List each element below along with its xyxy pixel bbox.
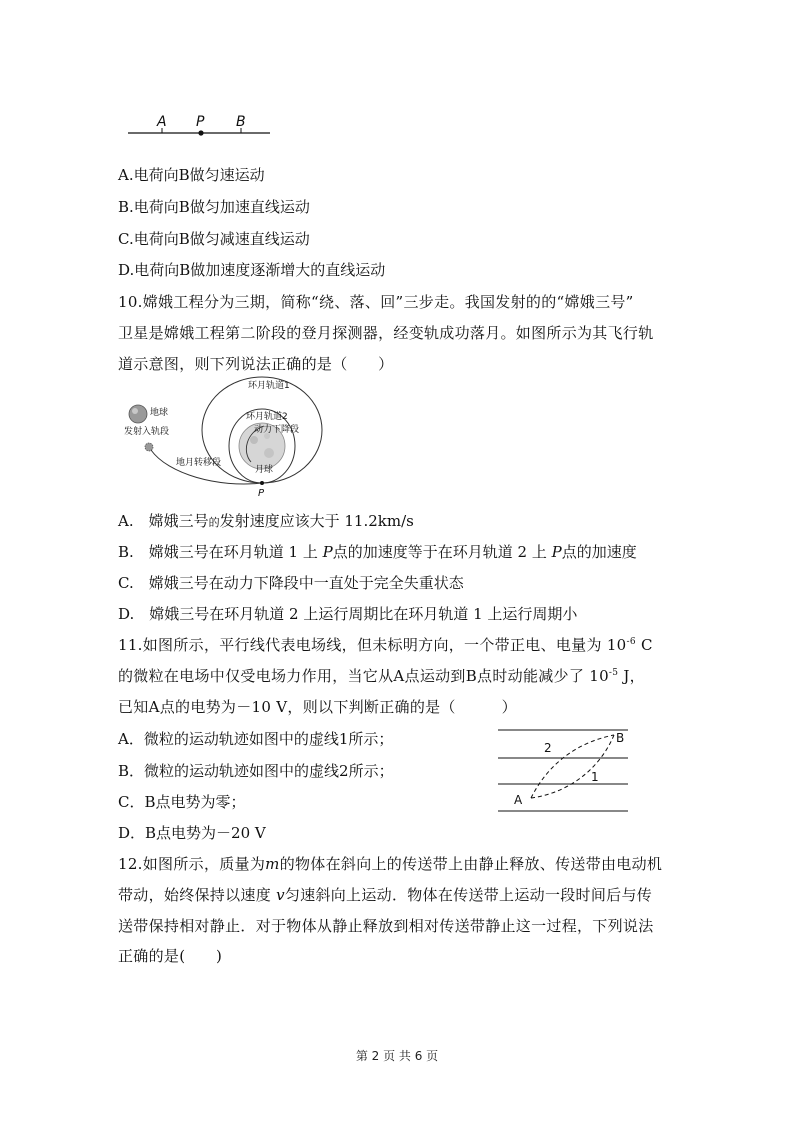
q9-option-c: C.电荷向B做匀减速直线运动	[118, 230, 310, 248]
descent-label: 动力下降段	[254, 425, 300, 435]
spacecraft-icon	[145, 443, 153, 451]
q10-option-d: D. 嫦娥三号在环月轨道 2 上运行周期比在环月轨道 1 上运行周期小	[118, 605, 578, 623]
q12-stem-line-2: 带动，始终保持以速度 v匀速斜向上运动．物体在传送带上运动一段时间后与传	[118, 886, 653, 904]
q11-stem-line-1: 11.如图所示，平行线代表电场线，但未标明方向，一个带正电、电量为 $10^{-6}$ C	[118, 636, 653, 654]
q11-option-d: D．B点电势为－20 V	[118, 824, 266, 842]
q11-stem-line-2: 的微粒在电场中仅受电场力作用，当它从A点运动到B点时动能减少了 $10^{-5}$ J，	[118, 667, 645, 685]
orbit2-label: 环月轨道2	[246, 412, 288, 422]
q9-option-a: A.电荷向B做匀速运动	[118, 166, 265, 184]
label-b: B	[236, 114, 246, 130]
q10-option-c: C. 嫦娥三号在动力下降段中一直处于完全失重状态	[118, 574, 464, 592]
q12-stem-line-1: 12.如图所示，质量为m的物体在斜向上的传送带上由静止释放、传送带由电动机	[118, 855, 663, 873]
q9-option-b: B.电荷向B做匀加速直线运动	[118, 198, 310, 216]
page-footer: 第 2 页 共 6 页	[355, 1049, 439, 1063]
label-2: 2	[544, 741, 552, 755]
q11-stem-line-3: 已知A点的电势为－10 V，则以下判断正确的是（ ）	[118, 698, 517, 716]
orbit1-label: 环月轨道1	[248, 381, 290, 391]
label-b: B	[616, 731, 625, 745]
moon-label: 月球	[255, 465, 274, 475]
q12-stem-line-4: 正确的是( )	[118, 947, 223, 965]
q10-stem-line-3: 道示意图，则下列说法正确的是（ ）	[118, 355, 394, 373]
q10-stem-line-1: 10.嫦娥工程分为三期，简称“绕、落、回”三步走。我国发射的的“嫦娥三号”	[118, 293, 634, 311]
label-p: P	[196, 114, 205, 130]
q10-option-b: B. 嫦娥三号在环月轨道 1 上 P点的加速度等于在环月轨道 2 上 P点的加速度	[118, 543, 637, 561]
q9-option-d: D.电荷向B做加速度逐渐增大的直线运动	[118, 261, 386, 279]
point-p-dot	[260, 481, 264, 485]
earth-sphere	[129, 405, 147, 423]
electric-field-figure	[494, 722, 634, 818]
q11-option-b: B．微粒的运动轨迹如图中的虚线2所示；	[118, 762, 394, 780]
transfer-label: 地月转移段	[176, 458, 222, 468]
q10-stem-line-2: 卫星是嫦娥工程第二阶段的登月探测器，经变轨成功落月。如图所示为其飞行轨	[118, 324, 654, 342]
label-a: A	[157, 114, 167, 130]
q11-option-c: C．B点电势为零；	[118, 793, 246, 811]
orbit-figure	[118, 376, 328, 500]
label-1: 1	[591, 770, 599, 784]
label-a: A	[514, 793, 523, 807]
point-p-dot	[198, 130, 203, 135]
p-label: P	[258, 488, 265, 499]
q10-option-a: A. 嫦娥三号的发射速度应该大于 11.2km/s	[118, 512, 414, 530]
apb-line-figure	[126, 112, 276, 142]
launch-label: 发射入轨段	[124, 427, 170, 437]
earth-label: 地球	[150, 408, 169, 418]
q12-stem-line-3: 送带保持相对静止．对于物体从静止释放到相对传送带静止这一过程，下列说法	[118, 917, 654, 935]
q11-option-a: A．微粒的运动轨迹如图中的虚线1所示；	[118, 730, 394, 748]
